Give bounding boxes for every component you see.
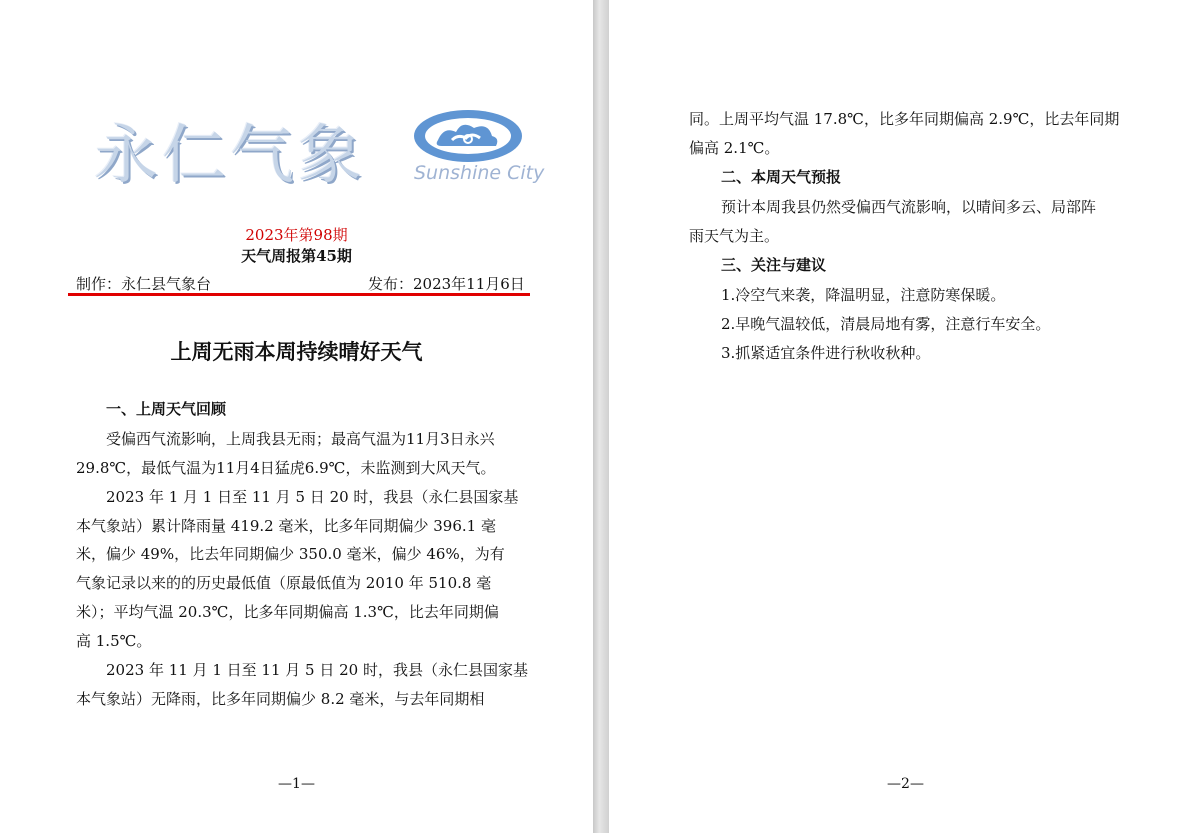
page-number: —2—	[887, 776, 924, 792]
advice-item: 1.冷空气来袭，降温明显，注意防寒保暖。	[721, 286, 1006, 304]
paragraph-line: 高 1.5℃。	[76, 632, 152, 650]
paragraph-line: 本气象站）累计降雨量 419.2 毫米，比多年同期偏少 396.1 毫	[76, 517, 496, 535]
paragraph-line: 29.8℃，最低气温为11月4日猛虎6.9℃，未监测到大风天气。	[76, 459, 496, 477]
paragraph-line: 本气象站）无降雨，比多年同期偏少 8.2 毫米，与去年同期相	[76, 690, 485, 708]
logo-english-text: Sunshine City	[414, 162, 545, 184]
paragraph-line: 气象记录以来的的历史最低值（原最低值为 2010 年 510.8 毫	[76, 574, 492, 592]
paragraph-line: 预计本周我县仍然受偏西气流影响，以晴间多云、局部阵	[721, 198, 1097, 216]
paragraph-line: 受偏西气流影响，上周我县无雨；最高气温为11月3日永兴	[106, 430, 495, 448]
advice-item: 2.早晚气温较低，清晨局地有雾，注意行车安全。	[721, 315, 1051, 333]
section-heading-review: 一、上周天气回顾	[106, 400, 227, 418]
advice-item: 3.抓紧适宜条件进行秋收秋种。	[721, 344, 931, 362]
page-gutter	[593, 0, 609, 833]
report-number: 天气周报第45期	[241, 247, 352, 265]
issue-number: 2023年第98期	[245, 226, 348, 244]
page-number: —1—	[278, 776, 315, 792]
paragraph-line: 同。上周平均气温 17.8℃，比多年同期偏高 2.9℃，比去年同期	[689, 110, 1120, 128]
publish-date: 发布：2023年11月6日	[368, 275, 525, 293]
header-divider	[68, 293, 530, 296]
page-title: 上周无雨本周持续晴好天气	[170, 339, 423, 364]
section-heading-forecast: 二、本周天气预报	[721, 168, 842, 186]
paragraph-line: 米）；平均气温 20.3℃，比多年同期偏高 1.3℃，比去年同期偏	[76, 603, 499, 621]
paragraph-line: 米，偏少 49%，比去年同期偏少 350.0 毫米，偏少 46%，为有	[76, 545, 505, 563]
document-page-2	[609, 0, 1202, 833]
paragraph-line: 2023 年 11 月 1 日至 11 月 5 日 20 时，我县（永仁县国家基	[106, 661, 528, 679]
paragraph-line: 偏高 2.1℃。	[689, 139, 780, 157]
logo-cloud-icon	[412, 108, 524, 170]
paragraph-line: 雨天气为主。	[689, 227, 780, 245]
logo-chinese-text: 永仁气象	[94, 119, 366, 193]
document-page-1	[0, 0, 593, 833]
maker-line: 制作：永仁县气象台	[76, 275, 212, 293]
paragraph-line: 2023 年 1 月 1 日至 11 月 5 日 20 时，我县（永仁县国家基	[106, 488, 519, 506]
section-heading-advice: 三、关注与建议	[721, 256, 827, 274]
